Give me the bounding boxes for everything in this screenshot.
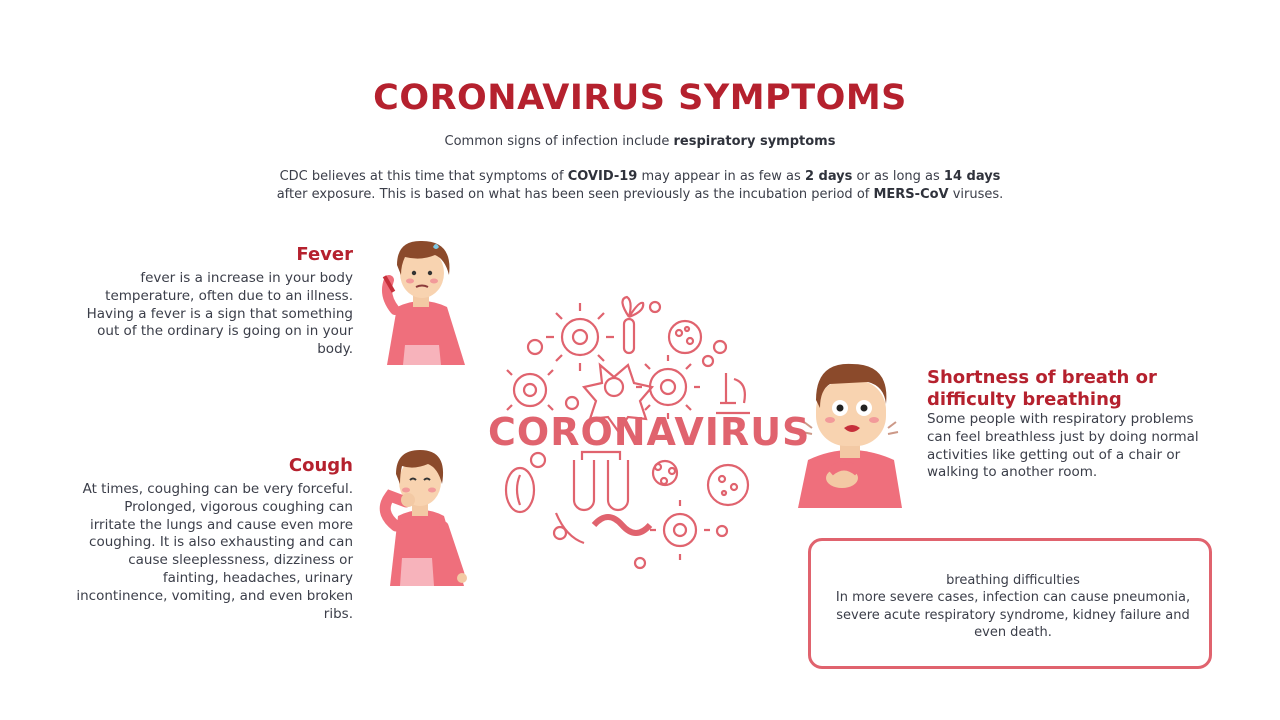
callout-title: breathing difficulties bbox=[946, 573, 1080, 588]
intro-text-4: after exposure. This is based on what has been seen previously as the incubation period of bbox=[276, 187, 874, 202]
subtitle-text: Common signs of infection include bbox=[444, 134, 674, 149]
breath-description: Some people with respiratory problems can feel breathless just by doing normal activities like getting out of a chair or walking to another room. bbox=[927, 411, 1199, 481]
cough-person-icon bbox=[372, 446, 472, 591]
intro-bold-2days: 2 days bbox=[804, 169, 853, 184]
coronavirus-wordmark: CORONAVIRUS bbox=[488, 410, 811, 454]
cough-heading: Cough bbox=[288, 455, 353, 476]
callout-text: In more severe cases, infection can cause pneumonia, severe acute respiratory syndrome, kidney failure and even death. bbox=[835, 590, 1191, 640]
intro-paragraph bbox=[270, 168, 1010, 204]
intro-text-2: may appear in as few as bbox=[637, 169, 805, 184]
cough-description: At times, coughing can be very forceful. Prolonged, vigorous coughing can irritate the lungs and cause even more coughing. It is also exhausting and can cause sleeplessness, dizziness or fainting, headaches, urinary incontinence, vomiting, and even broken ribs. bbox=[76, 481, 353, 622]
intro-bold-mers: MERS-CoV bbox=[873, 187, 949, 202]
fever-person-icon bbox=[375, 235, 470, 370]
fever-description: fever is a increase in your body temperature, often due to an illness. Having a fever is a sign that something out of the ordinary is going on in your body. bbox=[86, 270, 353, 358]
subtitle-bold: respiratory symptoms bbox=[673, 134, 836, 149]
intro-text-1: CDC believes at this time that symptoms of bbox=[279, 169, 568, 184]
intro-text-5: viruses. bbox=[948, 187, 1004, 202]
fever-heading: Fever bbox=[296, 244, 353, 265]
intro-text-3: or as long as bbox=[852, 169, 944, 184]
subtitle bbox=[0, 134, 1280, 149]
breath-heading: Shortness of breath or difficulty breathing bbox=[927, 367, 1157, 410]
intro-bold-14days: 14 days bbox=[943, 169, 1001, 184]
page-title: CORONAVIRUS SYMPTOMS bbox=[373, 78, 907, 118]
intro-bold-covid: COVID-19 bbox=[567, 169, 638, 184]
